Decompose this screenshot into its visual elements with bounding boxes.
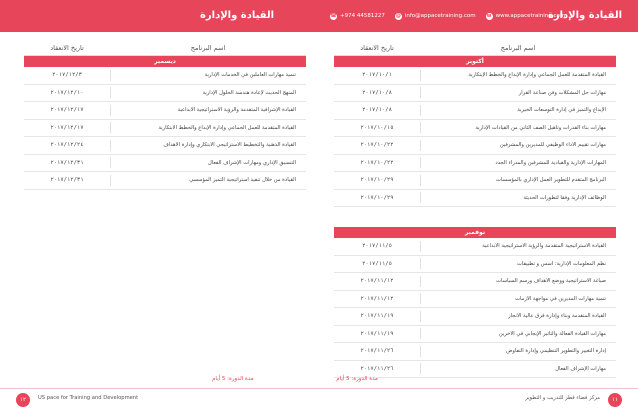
program-date: ٢٠١٧/١١/١٩	[360, 330, 394, 337]
month-header-october: أكتوبر	[334, 56, 616, 67]
program-name: القيادة الذهنية والتخطيط الاستراتيجي الابتكاري وإدارة الأهداف	[163, 142, 296, 149]
program-name: البرنامج المتقدم للتطوير العمل الإداري بالمؤسسات	[496, 177, 606, 184]
column-divider	[420, 70, 421, 81]
program-name: القيادة الاستراتيجية المتقدمة والرؤية الاستراتيجية الابداعية	[482, 243, 606, 250]
email-icon: @	[395, 12, 401, 19]
column-divider	[420, 328, 421, 339]
column-divider	[420, 122, 421, 133]
table-row	[334, 238, 616, 256]
column-divider	[110, 157, 111, 168]
program-name: مهارات القيادة الفعالة والتأثير الإيجابي في الآخرين	[498, 330, 606, 337]
right-page-title: القيادة والإدارة	[547, 10, 622, 21]
table-row	[334, 120, 616, 138]
program-name: مهارات بناء القدرات وتأهيل الصف الثاني من القيادات الإدارية	[475, 124, 606, 131]
program-date: ٢٠١٧/١١/٥	[362, 243, 392, 250]
program-name: الوظائف الإدارية وفقاً لتطورات الحديثة	[523, 194, 606, 201]
program-column-header: اسم البرنامج	[500, 43, 536, 52]
table-row	[334, 256, 616, 274]
column-divider	[420, 293, 421, 304]
program-name: تنمية مهارات العاملين في الخدمات الإدارية	[204, 72, 296, 79]
date-column-header: تاريخ الانعقاد	[360, 43, 394, 52]
right-page-number: ١١	[608, 393, 622, 407]
table-row	[24, 67, 306, 85]
table-row	[334, 67, 616, 85]
program-date: ٢٠١٧/١٢/٣١	[50, 177, 84, 184]
column-divider	[110, 175, 111, 186]
month-header-december: ديسمبر	[24, 56, 306, 67]
table-row	[334, 155, 616, 173]
program-date: ٢٠١٧/١٠/١	[362, 72, 392, 79]
column-divider	[420, 192, 421, 203]
program-name: القيادة المتقدمة للعمل الجماعي وإدارة الإبداع والخطط الإبتكارية	[468, 72, 606, 79]
left-duration-note: مدة الدورة: 5 أيام	[212, 376, 254, 382]
program-date: ٢٠١٧/١٠/٢٢	[360, 159, 394, 166]
program-column-header: اسم البرنامج	[190, 43, 226, 52]
program-date: ٢٠١٧/١٢/٣	[52, 72, 82, 79]
program-name: إدارة التغيير والتطوير التنظيمي وإدارة التفاوض	[506, 348, 606, 355]
column-divider	[420, 175, 421, 186]
table-row	[334, 172, 616, 190]
program-date: ٢٠١٧/١٢/١٧	[50, 107, 84, 114]
column-divider	[420, 346, 421, 357]
program-date: ٢٠١٧/١١/١٢	[360, 278, 394, 285]
program-name: صياغة الاستراتيجية ووضع الأهداف ورسم السياسات	[496, 278, 606, 285]
column-divider	[420, 363, 421, 374]
contact-strip	[330, 0, 565, 32]
program-name: مهارات حل المشكلات وفن صناعة القرار	[518, 89, 606, 96]
program-date: ٢٠١٧/١٠/٢٩	[360, 177, 394, 184]
table-row	[334, 190, 616, 208]
program-name: تنمية مهارات المديرين في مواجهة الأزمات	[515, 295, 606, 302]
program-name: القيادة المتقدمة وبناء وإدارة فرق عالية الانجاز	[508, 313, 606, 320]
column-divider	[420, 258, 421, 269]
table-row	[334, 291, 616, 309]
table-row	[24, 102, 306, 120]
column-divider	[420, 105, 421, 116]
top-banner	[0, 0, 638, 32]
table-row	[334, 85, 616, 103]
program-date: ٢٠١٧/١٢/٣١	[50, 159, 84, 166]
globe-icon: w	[486, 12, 492, 19]
email-address[interactable]: info@appacetraining.com	[404, 13, 476, 19]
program-date: ٢٠١٧/١٠/٢٢	[360, 142, 394, 149]
phone-number: +974 44581227	[340, 13, 385, 19]
program-name: المهارات الإدارية والقيادية للمشرفين والمدراء الجدد	[495, 159, 606, 166]
program-name: مهارات تقييم الأداء الوظيفي للمديرين والمشرفين	[499, 142, 606, 149]
column-divider	[420, 140, 421, 151]
column-header	[334, 40, 616, 56]
program-name: مهارات الإشراف الفعال	[555, 365, 606, 372]
program-name: الإبداع والتميز في إدارة التوسعات الخيرية	[517, 107, 606, 114]
program-date: ٢٠١٧/١٠/٨	[362, 107, 392, 114]
page-footer	[0, 388, 638, 413]
program-date: ٢٠١٧/١٢/٢٤	[50, 142, 84, 149]
right-duration-note: مدة الدورة: 5 أيام	[336, 376, 378, 382]
email-contact[interactable]	[395, 13, 476, 20]
column-divider	[420, 276, 421, 287]
program-date: ٢٠١٧/١٠/١٥	[360, 124, 394, 131]
column-divider	[420, 157, 421, 168]
table-row	[334, 137, 616, 155]
table-row	[334, 326, 616, 344]
column-divider	[110, 105, 111, 116]
column-divider	[110, 140, 111, 151]
program-date: ٢٠١٧/١١/٢٦	[360, 348, 394, 355]
program-name: القيادة من خلال تنفيذ استراتيجية التميز المؤسسي	[189, 177, 296, 184]
left-page-number: ١٢	[16, 393, 30, 407]
program-name: التنسيق الإداري ومهارات الإشراف الفعال	[208, 159, 296, 166]
table-row	[334, 102, 616, 120]
program-date: ٢٠١٧/١٢/١٧	[50, 124, 84, 131]
left-page-title: القيادة والإدارة	[200, 10, 275, 21]
program-date: ٢٠١٧/١١/٥	[362, 260, 392, 267]
column-divider	[420, 87, 421, 98]
table-row	[334, 273, 616, 291]
program-name: القيادة المتقدمة للعمل الجماعي وإدارة الإبداع والخطط الابتكارية	[158, 124, 296, 131]
date-column-header: تاريخ الانعقاد	[50, 43, 84, 52]
right-brand-text: مركز فضاء قطر للتدريب و التطوير	[525, 395, 600, 401]
table-row	[24, 120, 306, 138]
column-divider	[420, 311, 421, 322]
left-page-schedule	[24, 40, 306, 190]
column-divider	[110, 70, 111, 81]
section-spacer	[334, 207, 616, 227]
table-row	[24, 172, 306, 190]
program-name: نظم المعلومات الإدارية: أسس و تطبيقات	[516, 260, 606, 267]
table-row	[334, 308, 616, 326]
table-row	[334, 343, 616, 361]
phone-icon: ☎	[330, 12, 337, 19]
program-date: ٢٠١٧/١٠/٨	[362, 89, 392, 96]
program-date: ٢٠١٧/١٠/٢٩	[360, 194, 394, 201]
website-url[interactable]: www.appacetraining.com	[495, 13, 566, 19]
program-name: المنهج الحديث لإعادة هندسة الحلول الإدارية	[202, 89, 296, 96]
program-date: ٢٠١٧/١١/٢٦	[360, 365, 394, 372]
right-page-schedule	[334, 40, 616, 378]
program-date: ٢٠١٧/١١/١٢	[360, 295, 394, 302]
program-date: ٢٠١٧/١٢/١٠	[50, 89, 84, 96]
table-row	[24, 155, 306, 173]
month-header-november: نوفمبر	[334, 227, 616, 238]
column-divider	[110, 122, 111, 133]
phone-contact	[330, 13, 385, 20]
left-brand-text: US pace for Training and Development	[38, 395, 139, 401]
column-divider	[110, 87, 111, 98]
column-header	[24, 40, 306, 56]
program-name: القيادة الإشرافية المتقدمة والرؤية الاستراتيجية الابداعية	[177, 107, 296, 114]
program-date: ٢٠١٧/١١/١٩	[360, 313, 394, 320]
column-divider	[420, 241, 421, 252]
table-row	[24, 85, 306, 103]
table-row	[24, 137, 306, 155]
